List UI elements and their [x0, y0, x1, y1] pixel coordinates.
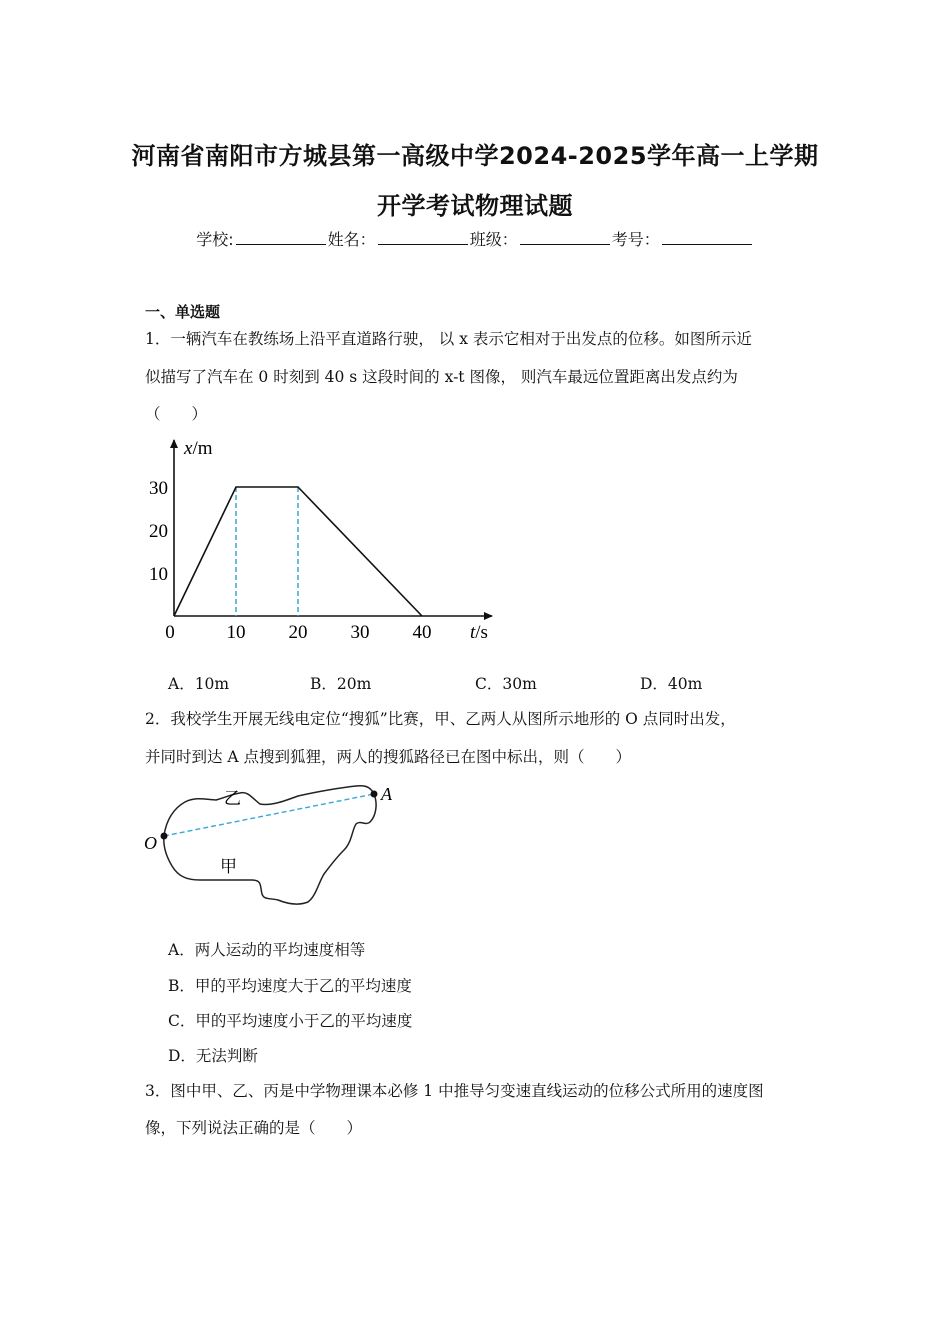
path-jia-label: 甲	[220, 857, 237, 877]
exam-number-blank	[662, 230, 752, 245]
q1-text-line2: 似描写了汽车在 0 时刻到 40 s 这段时间的 x-t 图像， 则汽车最远位置距离出发点约为	[145, 368, 738, 386]
school-blank	[236, 230, 326, 245]
q3-text-line2: 像，下列说法正确的是（ ）	[145, 1119, 363, 1137]
exam-title-line2: 开学考试物理试题	[377, 192, 573, 220]
class-label: 班级：	[469, 230, 518, 249]
x-axis-label-var: t	[470, 622, 476, 643]
section-heading: 一、单选题	[145, 303, 221, 321]
point-o-dot	[161, 833, 168, 840]
y-tick-label: 10	[149, 564, 168, 585]
exam-number-label: 考号：	[611, 230, 660, 249]
x-tick-label: 0	[165, 622, 175, 643]
q2-option-c[interactable]: C．甲的平均速度小于乙的平均速度	[168, 1012, 413, 1030]
school-label: 学校:	[196, 230, 234, 249]
q2-option-b[interactable]: B．甲的平均速度大于乙的平均速度	[168, 977, 412, 995]
y-tick-label: 20	[149, 521, 168, 542]
q2-option-a[interactable]: A．两人运动的平均速度相等	[168, 941, 366, 959]
x-tick-label: 40	[412, 622, 432, 643]
y-axis-label	[183, 438, 213, 459]
q1-xt-chart	[140, 430, 510, 650]
student-info-row	[0, 227, 950, 250]
name-label: 姓名：	[327, 230, 376, 249]
terrain-outline	[164, 786, 376, 905]
displacement-dashed-line	[164, 794, 374, 836]
q1-option-b[interactable]: B．20m	[310, 675, 372, 693]
y-axis-label-var: x	[184, 438, 193, 459]
q2-option-d[interactable]: D．无法判断	[168, 1047, 258, 1065]
x-tick-label: 10	[226, 622, 246, 643]
q1-text-line3: （ ）	[145, 405, 208, 423]
q3-text-line1: 3．图中甲、乙、丙是中学物理课本必修 1 中推导匀变速直线运动的位移公式所用的速度图	[145, 1082, 764, 1100]
point-a-label: A	[381, 784, 392, 804]
q2-terrain-figure	[138, 776, 408, 911]
x-axis-label	[470, 622, 488, 643]
point-o-label: O	[144, 833, 157, 853]
q1-text-line1: 1．一辆汽车在教练场上沿平直道路行驶， 以 x 表示它相对于出发点的位移。如图所示近	[145, 330, 752, 348]
x-axis-label-unit: /s	[475, 622, 488, 643]
q2-text-line2: 并同时到达 A 点搜到狐狸，两人的搜狐路径已在图中标出，则（ ）	[145, 748, 632, 766]
x-tick-label: 30	[350, 622, 370, 643]
exam-title-line1: 河南省南阳市方城县第一高级中学2024-2025学年高一上学期	[131, 142, 819, 170]
class-blank	[520, 230, 610, 245]
q1-option-c[interactable]: C．30m	[475, 675, 537, 693]
q1-option-a[interactable]: A．10m	[168, 675, 230, 693]
q1-option-d[interactable]: D．40m	[640, 675, 703, 693]
y-tick-label: 30	[149, 478, 168, 499]
path-yi-label: 乙	[224, 789, 241, 809]
q2-text-line1: 2．我校学生开展无线电定位“搜狐”比赛，甲、乙两人从图所示地形的 O 点同时出发，	[145, 710, 736, 728]
x-tick-label: 20	[288, 622, 308, 643]
name-blank	[378, 230, 468, 245]
point-a-dot	[371, 791, 378, 798]
y-axis-label-unit: /m	[192, 438, 213, 459]
